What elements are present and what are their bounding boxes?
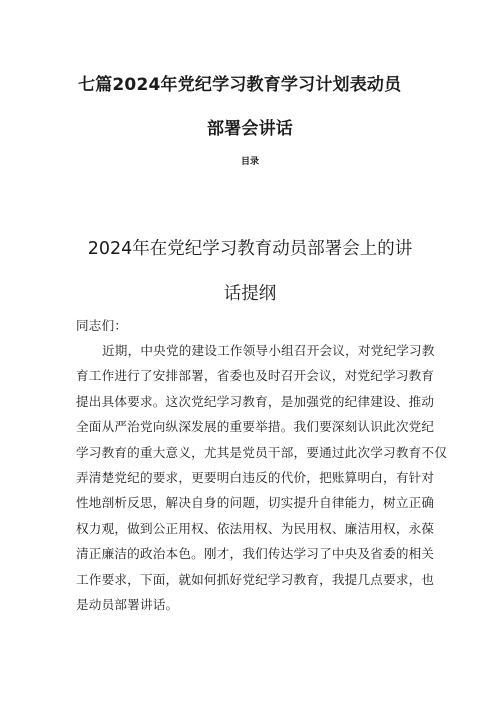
table-of-contents-heading: 目录	[240, 157, 259, 167]
speech-title-line-1: 2024年在党纪学习教育动员部署会上的讲	[87, 239, 413, 259]
paragraph-line: 全面从严治党向纵深发展的重要举措。我们要深刻认识此次党纪	[76, 419, 435, 435]
paragraph-line: 清正廉洁的政治本色。刚才，我们传达学习了中央及省委的相关	[76, 546, 435, 562]
paragraph-line: 性地剖析反思，解决自身的问题，切实提升自律能力，树立正确	[76, 495, 435, 511]
body-paragraph	[76, 338, 448, 617]
paragraph-line: 是动员部署讲话。	[76, 597, 179, 613]
speech-title-line-2: 话提纲	[223, 284, 277, 304]
paragraph-line: 近期，中央党的建设工作领导小组召开会议，对党纪学习教	[102, 343, 435, 358]
paragraph-line: 权力观，做到公正用权、依法用权、为民用权、廉洁用权，永葆	[76, 520, 435, 536]
document-title-line-1: 七篇2024年党纪学习教育学习计划表动员	[78, 75, 402, 95]
paragraph-line: 弄清楚党纪的要求，更要明白违反的代价，把账算明白，有针对	[76, 470, 435, 486]
paragraph-line: 学习教育的重大意义，尤其是党员干部，要通过此次学习教育不仅	[76, 444, 448, 460]
paragraph-line: 工作要求，下面，就如何抓好党纪学习教育，我提几点要求，也	[76, 571, 435, 587]
salutation: 同志们：	[76, 318, 128, 333]
document-title-line-2: 部署会讲话	[207, 119, 293, 139]
paragraph-line: 育工作进行了安排部署，省委也及时召开会议，对党纪学习教育	[76, 368, 435, 384]
paragraph-line: 提出具体要求。这次党纪学习教育，是加强党的纪律建设、推动	[76, 393, 435, 409]
